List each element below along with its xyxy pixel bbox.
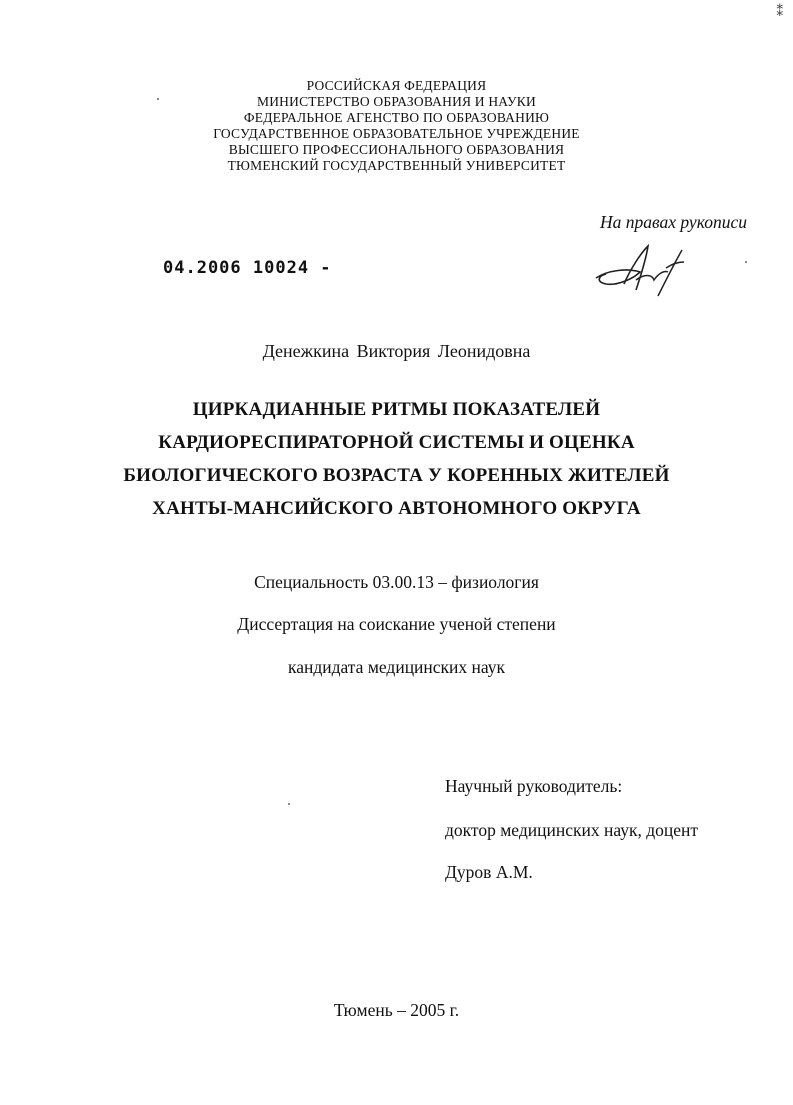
place-year: Тюмень – 2005 г. xyxy=(333,1000,460,1020)
dissertation-statement: Диссертация на соискание ученой степени xyxy=(237,614,556,634)
institution-header xyxy=(0,78,793,174)
supervisor-label: Научный руководитель: xyxy=(445,776,623,796)
registration-dash-mark: - xyxy=(309,258,332,278)
signature-stroke xyxy=(596,270,640,284)
header-line: РОССИЙСКАЯ ФЕДЕРАЦИЯ xyxy=(306,78,487,93)
header-line: ВЫСШЕГО ПРОФЕССИОНАЛЬНОГО ОБРАЗОВАНИЯ xyxy=(228,142,565,157)
scan-mark: ⁑ xyxy=(776,4,783,19)
signature-stroke xyxy=(666,262,684,268)
degree: кандидата медицинских наук xyxy=(287,657,506,677)
scan-speck xyxy=(745,261,747,263)
title-line: ХАНТЫ-МАНСИЙСКОГО АВТОНОМНОГО ОКРУГА xyxy=(152,498,641,519)
rights-note: На правах рукописи xyxy=(600,212,747,232)
signature-stroke xyxy=(624,246,648,290)
title-line: КАРДИОРЕСПИРАТОРНОЙ СИСТЕМЫ И ОЦЕНКА xyxy=(158,432,635,453)
registration-number xyxy=(163,258,332,278)
title-line: БИОЛОГИЧЕСКОГО ВОЗРАСТА У КОРЕННЫХ ЖИТЕЛЕЙ xyxy=(123,465,670,486)
specialty: Специальность 03.00.13 – физиология xyxy=(254,572,539,592)
signature-image xyxy=(588,240,698,300)
header-line: ТЮМЕНСКИЙ ГОСУДАРСТВЕННЫЙ УНИВЕРСИТЕТ xyxy=(227,158,566,173)
supervisor-rank: доктор медицинских наук, доцент xyxy=(445,820,698,840)
dissertation-title xyxy=(0,393,793,525)
registration-number-value: 04.2006 10024 xyxy=(163,258,310,278)
header-line: ГОСУДАРСТВЕННОЕ ОБРАЗОВАТЕЛЬНОЕ УЧРЕЖДЕНИЕ xyxy=(213,126,580,141)
scan-speck xyxy=(288,803,290,805)
header-line: ФЕДЕРАЛЬНОЕ АГЕНСТВО ПО ОБРАЗОВАНИЮ xyxy=(243,110,550,125)
supervisor-name: Дуров А.М. xyxy=(445,862,533,882)
title-line: ЦИРКАДИАННЫЕ РИТМЫ ПОКАЗАТЕЛЕЙ xyxy=(192,399,601,420)
header-line: МИНИСТЕРСТВО ОБРАЗОВАНИЯ И НАУКИ xyxy=(257,94,536,109)
author-name: Денежкина Виктория Леонидовна xyxy=(262,341,531,361)
scan-speck xyxy=(157,98,159,100)
